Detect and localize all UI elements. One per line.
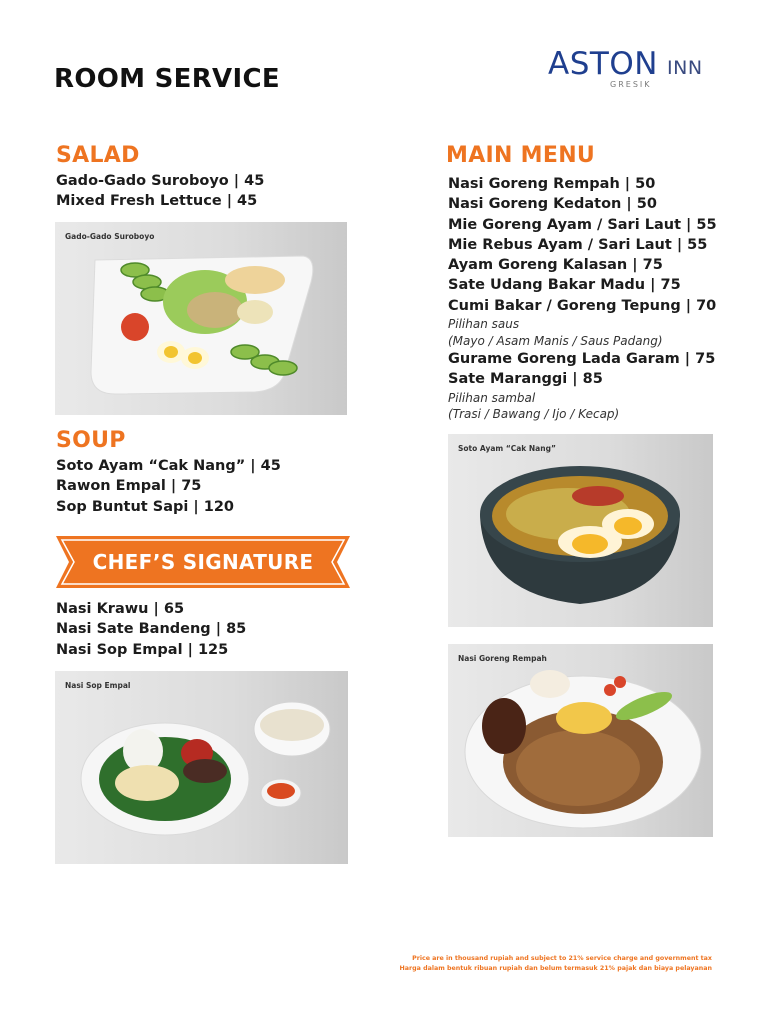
chefs-signature-banner — [56, 536, 350, 588]
list-item: Mixed Fresh Lettuce | 45 — [56, 193, 258, 210]
soto-ayam-illustration — [448, 434, 713, 627]
list-item: Mie Goreng Ayam / Sari Laut | 55 — [448, 216, 717, 233]
signature-list — [56, 599, 246, 660]
disclaimer-english: Price are in thousand rupiah and subject to 21% service charge and government tax — [412, 955, 712, 962]
nasi-sop-empal-illustration — [55, 671, 348, 864]
logo-location-text: GRESIK — [610, 80, 652, 89]
list-item: Soto Ayam “Cak Nang” | 45 — [56, 458, 281, 474]
salad-heading: SALAD — [56, 143, 140, 168]
nasi-goreng-rempah-photo — [448, 644, 713, 837]
sambal-option-label: Pilihan sambal — [448, 390, 536, 405]
salad-list — [56, 171, 264, 212]
price-disclaimer — [400, 954, 712, 974]
photo-label: Gado-Gado Suroboyo — [65, 232, 155, 241]
gado-gado-photo — [55, 222, 347, 415]
main-menu-list — [448, 174, 717, 423]
sauce-option-label: Pilihan saus — [448, 317, 520, 332]
page-title: ROOM SERVICE — [54, 64, 280, 94]
soup-list — [56, 456, 281, 517]
sambal-option-values: (Trasi / Bawang / Ijo / Kecap) — [448, 407, 620, 422]
list-item: Cumi Bakar / Goreng Tepung | 70 — [448, 297, 717, 314]
list-item: Ayam Goreng Kalasan | 75 — [448, 257, 663, 274]
sauce-option-values: (Mayo / Asam Manis / Saus Padang) — [448, 333, 663, 348]
photo-label: Nasi Sop Empal — [65, 681, 131, 690]
list-item: Gurame Goreng Lada Garam | 75 — [448, 351, 716, 368]
list-item: Sop Buntut Sapi | 120 — [56, 498, 235, 515]
list-item: Nasi Goreng Rempah | 50 — [448, 176, 656, 192]
list-item: Mie Rebus Ayam / Sari Laut | 55 — [448, 236, 708, 253]
soup-heading: SOUP — [56, 428, 126, 453]
photo-label: Nasi Goreng Rempah — [458, 654, 547, 663]
chefs-signature-heading: CHEF’S SIGNATURE — [92, 550, 314, 574]
soto-ayam-photo — [448, 434, 713, 627]
list-item: Nasi Krawu | 65 — [56, 601, 185, 617]
list-item: Nasi Sate Bandeng | 85 — [56, 621, 247, 638]
nasi-goreng-illustration — [448, 644, 713, 837]
main-menu-heading: MAIN MENU — [446, 143, 596, 168]
nasi-sop-empal-photo — [55, 671, 348, 864]
logo-main-text: ASTON — [548, 46, 658, 82]
list-item: Sate Maranggi | 85 — [448, 371, 603, 388]
list-item: Nasi Sop Empal | 125 — [56, 641, 229, 658]
list-item: Rawon Empal | 75 — [56, 478, 202, 495]
photo-label: Soto Ayam “Cak Nang” — [458, 444, 556, 453]
list-item: Nasi Goreng Kedaton | 50 — [448, 196, 657, 213]
list-item: Sate Udang Bakar Madu | 75 — [448, 277, 681, 294]
logo-suffix-text: INN — [667, 57, 703, 79]
disclaimer-indonesian: Harga dalam bentuk ribuan rupiah dan belum termasuk 21% pajak dan biaya pelayanan — [399, 965, 712, 972]
gado-gado-illustration — [55, 222, 347, 415]
hotel-logo — [548, 46, 718, 96]
list-item: Gado-Gado Suroboyo | 45 — [56, 173, 265, 189]
